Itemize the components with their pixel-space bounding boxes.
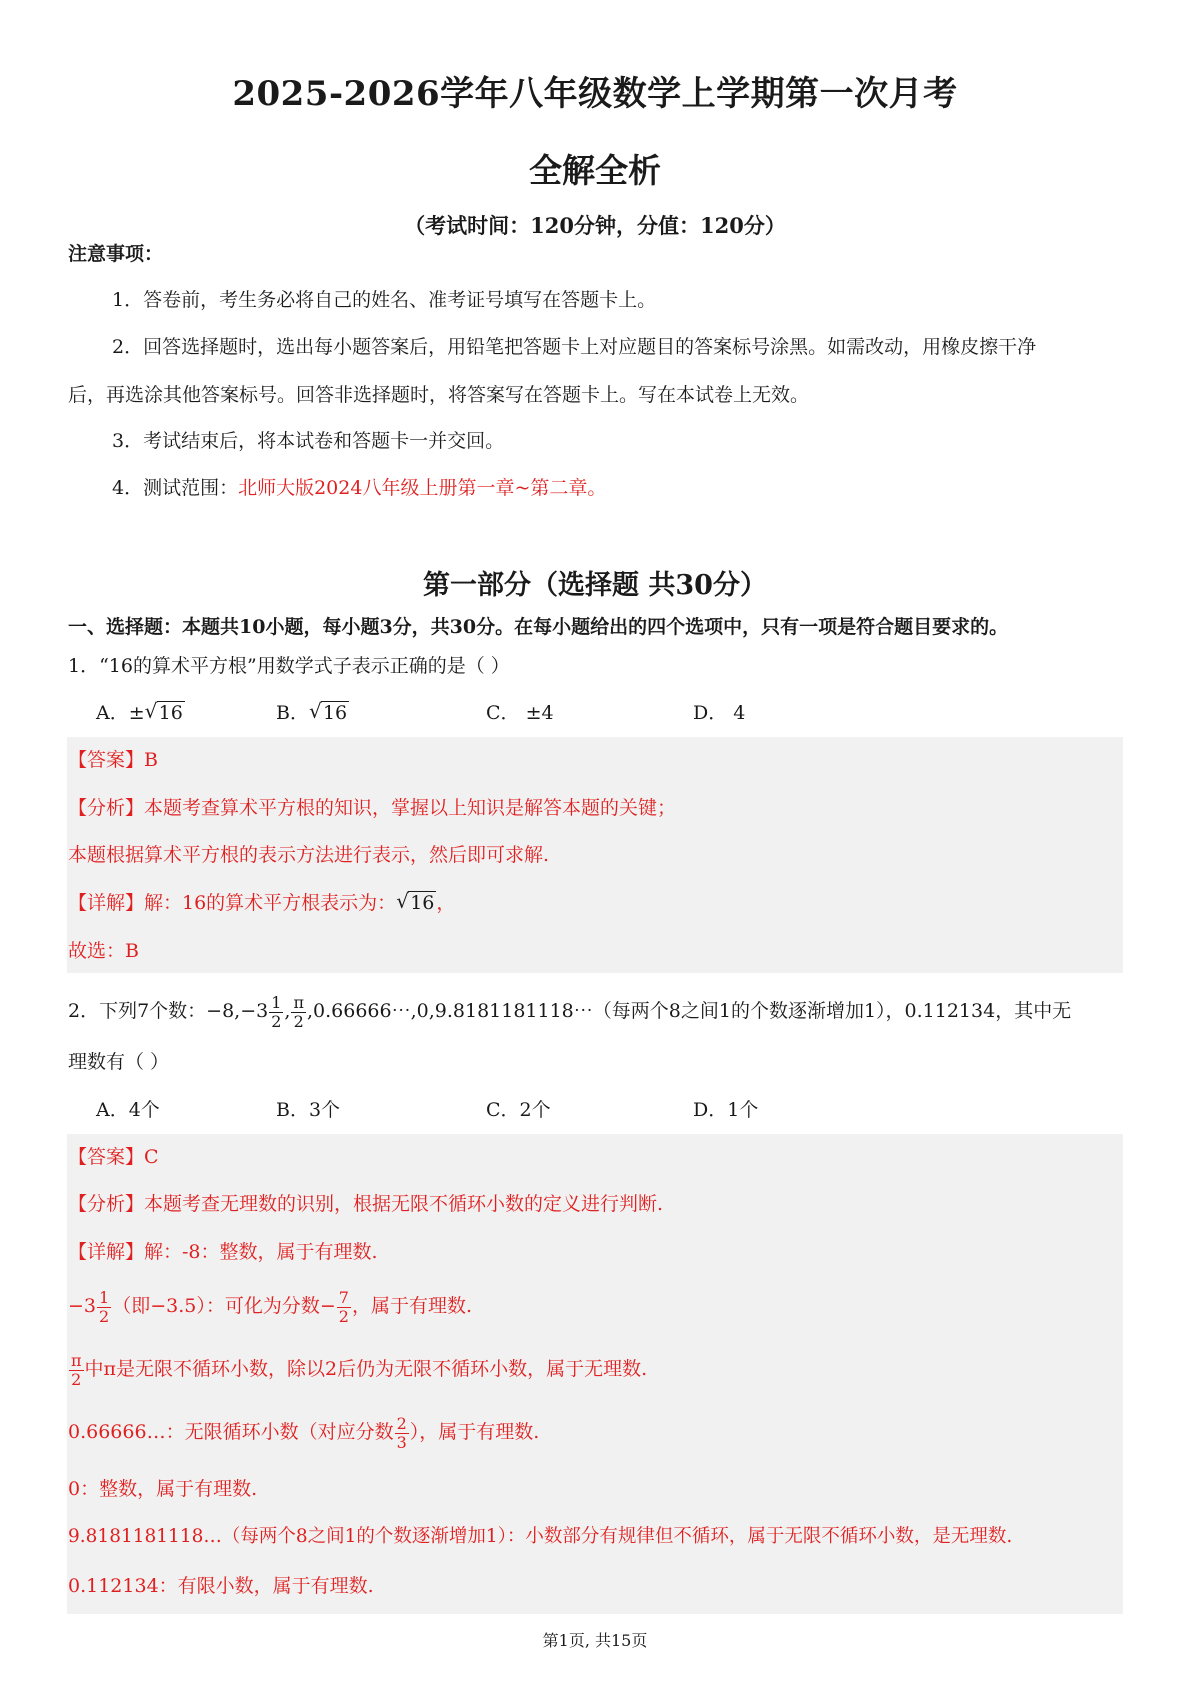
notice-item-4 — [112, 474, 606, 502]
q2-stem-2: 理数有（ ） — [68, 1051, 170, 1073]
sqrt-symbol: √ 16 — [309, 701, 349, 724]
notice-item-2-cont: 后，再选涂其他答案标号。回答非选择题时，将答案写在答题卡上。写在本试卷上无效。 — [68, 384, 810, 406]
q1-choice: 故选：B — [68, 940, 139, 962]
fraction: $\frac{7}{2}$ — [338, 1287, 349, 1326]
scope-value: 北师大版2024八年级上册第一章~第二章。 — [238, 477, 607, 499]
fraction: $\frac{1}{2}$ — [99, 1287, 110, 1326]
q2-detail-6: 9.8181181118…（每两个8之间1的个数逐渐增加1）：小数部分有规律但不循环，属于无限不循环小数，是无理数. — [68, 1526, 1013, 1547]
q1-detail: 【详解】解：16的算术平方根表示为：√ 16 ， — [68, 889, 455, 917]
page-footer: 第1页, 共15页 — [542, 1631, 648, 1650]
q2-detail-4: 0.66666…：无限循环小数（对应分数 $\frac{2}{3}$ ），属于有理数. — [68, 1413, 540, 1452]
exam-info: （考试时间：120分钟，分值：120分） — [404, 213, 786, 238]
q1-option-a: A．±√ 16 — [96, 698, 185, 725]
q1-analysis-2: 本题根据算术平方根的表示方法进行表示，然后即可求解. — [68, 844, 550, 866]
q2-option-c: C．2个 — [486, 1099, 551, 1121]
page-title: 2025-2026学年八年级数学上学期第一次月考 — [232, 74, 958, 114]
notice-item-1: 1．答卷前，考生务必将自己的姓名、准考证号填写在答题卡上。 — [112, 289, 657, 311]
q2-stem: 2．下列7个数：−8,−3 $\frac{1}{2}$ , $\frac{\pi}{2}$ ,0.66666⋯,0,9.8181181118⋯（每两个8之间1的个数逐渐增加1），0.112134，其中无 — [68, 992, 1072, 1031]
section-title: 第一部分（选择题 共30分） — [423, 570, 767, 601]
q1-analysis-1: 【分析】本题考查算术平方根的知识，掌握以上知识是解答本题的关键； — [68, 797, 677, 819]
q2-detail-2: −3 $\frac{1}{2}$ （即−3.5）：可化为分数− $\frac{7}{2}$ ，属于有理数. — [68, 1287, 472, 1326]
fraction: $\frac{\pi}{2}$ — [71, 1350, 82, 1389]
page-subtitle: 全解全析 — [529, 151, 661, 190]
q1-stem: 1．“16的算术平方根”用数学式子表示正确的是（ ） — [68, 655, 510, 677]
q1-option-b: B．√ 16 — [276, 698, 349, 725]
notice-heading: 注意事项： — [68, 243, 164, 265]
sqrt-symbol: √ 16 — [396, 889, 436, 917]
q1-option-c: C． ±4 — [486, 702, 554, 724]
q2-option-a: A．4个 — [96, 1099, 160, 1121]
q2-detail-1: 【详解】解：-8：整数，属于有理数. — [68, 1241, 378, 1263]
fraction: $\frac{1}{2}$ — [271, 992, 282, 1031]
q1-answer: 【答案】B — [68, 749, 158, 771]
section-instruction: 一、选择题：本题共10小题，每小题3分，共30分。在每小题给出的四个选项中，只有一项是符合题目要求的。 — [68, 616, 1009, 638]
q2-answer: 【答案】C — [68, 1146, 159, 1168]
scope-label: 4．测试范围： — [112, 477, 239, 499]
q2-option-d: D．1个 — [693, 1099, 759, 1121]
notice-item-3: 3．考试结束后，将本试卷和答题卡一并交回。 — [112, 430, 505, 452]
q2-detail-7: 0.112134：有限小数，属于有理数. — [68, 1575, 374, 1597]
fraction: $\frac{\pi}{2}$ — [293, 992, 304, 1031]
q2-detail-5: 0：整数，属于有理数. — [68, 1478, 258, 1500]
fraction: $\frac{2}{3}$ — [396, 1413, 407, 1452]
notice-item-2: 2．回答选择题时，选出每小题答案后，用铅笔把答题卡上对应题目的答案标号涂黑。如需改动，用橡皮擦干净 — [112, 336, 1037, 358]
q1-option-d: D． 4 — [693, 702, 746, 724]
q2-analysis: 【分析】本题考查无理数的识别，根据无限不循环小数的定义进行判断. — [68, 1193, 664, 1215]
sqrt-symbol: √ 16 — [145, 701, 185, 724]
q2-option-b: B．3个 — [276, 1099, 341, 1121]
q2-detail-3: $\frac{\pi}{2}$ 中π是无限不循环小数，除以2后仍为无限不循环小数，属于无理数. — [71, 1350, 648, 1389]
